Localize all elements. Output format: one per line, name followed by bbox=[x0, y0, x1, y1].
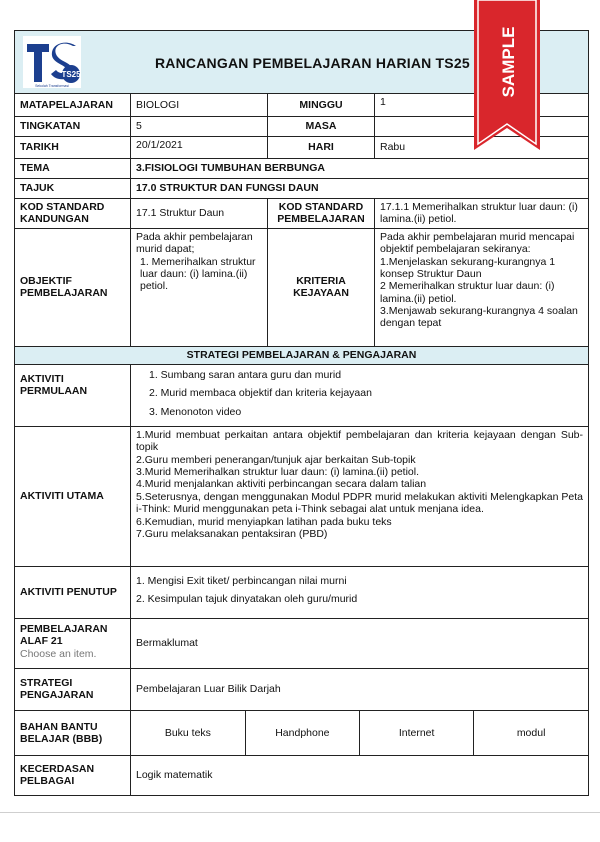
aktiviti-permulaan-label: AKTIVITI PERMULAAN bbox=[15, 364, 131, 426]
ksp-label: KOD STANDARD PEMBELAJARAN bbox=[268, 199, 375, 229]
ts25-logo-icon bbox=[21, 34, 83, 90]
ribbon-label: SAMPLE bbox=[499, 26, 518, 98]
pab21-label: PEMBELAJARAN ALAF 21 bbox=[20, 622, 108, 648]
aktiviti-permulaan-list[interactable] bbox=[131, 364, 589, 426]
sample-ribbon-icon bbox=[474, 0, 540, 168]
tingkatan-label: TINGKATAN bbox=[15, 117, 131, 137]
ksk-value[interactable]: 17.1 Struktur Daun bbox=[131, 199, 268, 229]
svg-text:Sekolah Transformasi: Sekolah Transformasi bbox=[35, 84, 69, 88]
kriteria-cell[interactable] bbox=[375, 228, 589, 346]
list-item: 1. Mengisi Exit tiket/ perbincangan nilai murni bbox=[136, 575, 347, 587]
kriteria-label: KRITERIA KEJAYAAN bbox=[268, 228, 375, 346]
aktiviti-penutup-list[interactable] bbox=[131, 566, 589, 618]
hari-value[interactable]: Rabu bbox=[375, 137, 589, 159]
bbb-label: BAHAN BANTU BELAJAR (BBB) bbox=[15, 710, 131, 755]
list-item: 3.Murid Memerihalkan struktur luar daun: (i) lamina.(ii) petiol. bbox=[136, 466, 420, 478]
list-item: 1.Murid membuat perkaitan antara objektif pembelajaran dan kriteria kejayaan dengan Sub-topik bbox=[136, 428, 583, 454]
objektif-cell[interactable] bbox=[131, 228, 268, 346]
hari-label: HARI bbox=[268, 137, 375, 159]
list-item: 7.Guru melaksanakan pentaksiran (PBD) bbox=[136, 527, 328, 540]
bbb-cell bbox=[131, 710, 589, 755]
aktiviti-penutup-label: AKTIVITI PENUTUP bbox=[15, 566, 131, 618]
strategi-section-header: STRATEGI PEMBELAJARAN & PENGAJARAN bbox=[15, 346, 589, 364]
page-divider bbox=[0, 812, 600, 813]
ksk-label: KOD STANDARD KANDUNGAN bbox=[15, 199, 131, 229]
minggu-value[interactable]: 1 bbox=[375, 94, 589, 117]
tema-value[interactable]: 3.FISIOLOGI TUMBUHAN BERBUNGA bbox=[131, 159, 589, 179]
kriteria-item: 1.Menjelaskan sekurang-kurangnya 1 konsep Struktur Daun bbox=[380, 255, 556, 280]
aktiviti-utama-label: AKTIVITI UTAMA bbox=[15, 426, 131, 566]
strategi-label: STRATEGI PENGAJARAN bbox=[15, 668, 131, 710]
kriteria-item: 3.Menjawab sekurang-kurangnya 4 soalan dengan tepat bbox=[380, 305, 578, 330]
list-item: 2. Murid membaca objektif dan kriteria kejayaan bbox=[149, 387, 372, 400]
bbb-item[interactable]: Internet bbox=[360, 711, 474, 755]
matapelajaran-value[interactable]: BIOLOGI bbox=[131, 94, 268, 117]
strategi-value[interactable]: Pembelajaran Luar Bilik Darjah bbox=[131, 668, 589, 710]
tajuk-label: TAJUK bbox=[15, 179, 131, 199]
tarikh-value[interactable]: 20/1/2021 bbox=[131, 137, 268, 159]
document-title: RANCANGAN PEMBELAJARAN HARIAN TS25 bbox=[155, 55, 470, 71]
list-item: 2. Kesimpulan tajuk dinyatakan oleh guru/murid bbox=[136, 593, 358, 606]
pab21-value[interactable]: Bermaklumat bbox=[131, 618, 589, 668]
kriteria-item: 2 Memerihalkan struktur luar daun: (i) lamina.(ii) petiol. bbox=[380, 280, 555, 305]
tingkatan-value[interactable]: 5 bbox=[131, 117, 268, 137]
objektif-intro: Pada akhir pembelajaran murid dapat; bbox=[136, 230, 253, 256]
masa-label: MASA bbox=[268, 117, 375, 137]
pab21-label-cell bbox=[15, 618, 131, 668]
list-item: 5.Seterusnya, dengan menggunakan Modul PDPR murid melakukan aktiviti Melengkapkan Peta i-Think: Murid menggunakan peta i-Think sebagai alat untuk menjana idea. bbox=[136, 490, 583, 516]
objektif-label: OBJEKTIF PEMBELAJARAN bbox=[15, 228, 131, 346]
bbb-subtable bbox=[131, 711, 588, 755]
bbb-item[interactable]: Buku teks bbox=[131, 711, 245, 755]
kecerdasan-value[interactable]: Logik matematik bbox=[131, 755, 589, 795]
kriteria-intro: Pada akhir pembelajaran murid mencapai objektif pembelajaran sekiranya: bbox=[380, 230, 575, 256]
list-item: 2.Guru memberi penerangan/tunjuk ajar berkaitan Sub-topik bbox=[136, 453, 416, 466]
aktiviti-utama-list[interactable] bbox=[131, 426, 589, 566]
tarikh-label: TARIKH bbox=[15, 137, 131, 159]
tajuk-value[interactable]: 17.0 STRUKTUR DAN FUNGSI DAUN bbox=[131, 179, 589, 199]
list-item: 3. Menonoton video bbox=[149, 405, 242, 418]
list-item: 4.Murid menjalankan aktiviti perbincangan secara dalam talian bbox=[136, 478, 427, 491]
minggu-label: MINGGU bbox=[268, 94, 375, 117]
list-item: 6.Kemudian, murid menyiapkan latihan pada buku teks bbox=[136, 515, 392, 528]
ksp-value[interactable]: 17.1.1 Memerihalkan struktur luar daun: (i) lamina.(ii) petiol. bbox=[375, 199, 589, 229]
kecerdasan-label: KECERDASAN PELBAGAI bbox=[15, 755, 131, 795]
svg-text:TS25: TS25 bbox=[61, 70, 81, 79]
tema-label: TEMA bbox=[15, 159, 131, 179]
objektif-item: 1. Memerihalkan struktur luar daun: (i) lamina.(ii) petiol. bbox=[140, 255, 256, 293]
list-item: 1. Sumbang saran antara guru dan murid bbox=[149, 368, 342, 381]
pab21-placeholder[interactable]: Choose an item. bbox=[20, 647, 97, 660]
matapelajaran-label: MATAPELAJARAN bbox=[15, 94, 131, 117]
bbb-item[interactable]: Handphone bbox=[245, 711, 359, 755]
bbb-item[interactable]: modul bbox=[516, 726, 546, 739]
